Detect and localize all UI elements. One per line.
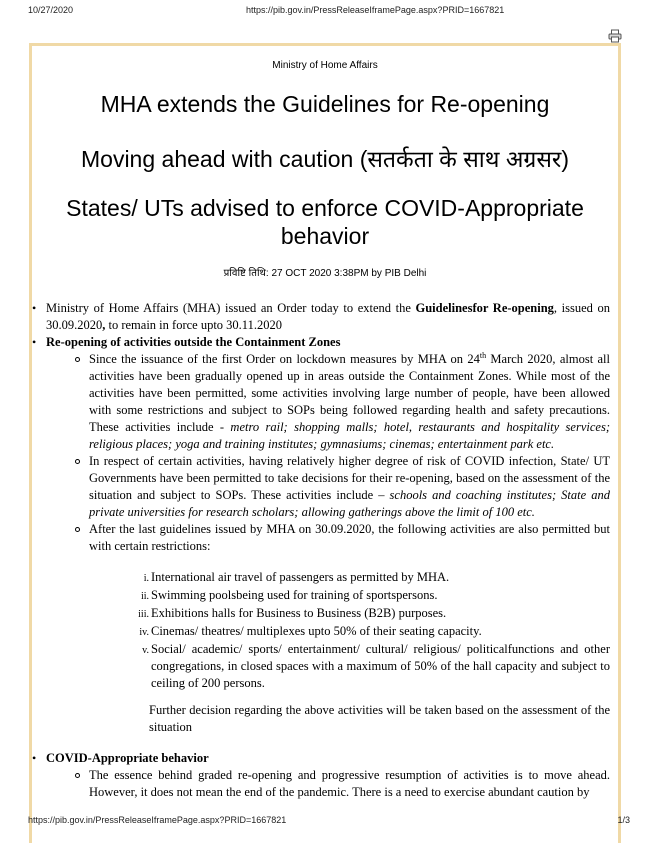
list-item: In respect of certain activities, having relatively higher degree of risk of COVID infection, State/ UT Governments have been permitted to take decisions for their re-opening, based on the assessment of the situation and subject to SOPs. These activities include – schools and coaching institutes; State and private universities for research scholars; allowing gatherings above the limit of 100 etc.	[74, 453, 610, 521]
list-item: After the last guidelines issued by MHA on 30.09.2020, the following activities are also permitted but with certain restrictions: i. International air travel of passengers as permitted by MHA. ii. Swimming poolsbeing used for training of sportspersons. iii. Exhibitions halls for Business to Business (B2B) purposes. iv. Cinemas/ theatres/ multiplexes upto 50% of their seating capacity. v. Social/ academic/ sports/ entertainment/ cultural/ religious/ politicalfunctions and other congregations, in closed spaces with a maximum of 50% of the hall capacity and subject to ceiling of 200 persons. Further decision regarding the above activities will be taken based on the assessment of the situation	[74, 521, 610, 736]
page-title: MHA extends the Guidelines for Re-opening	[100, 91, 550, 117]
restricted-activities-list	[89, 569, 610, 692]
further-decision-note: Further decision regarding the above activities will be taken based on the assessment of the situation	[149, 703, 610, 734]
printer-icon[interactable]	[608, 29, 622, 43]
print-date: 10/27/2020	[28, 5, 74, 15]
section-heading-reopening: • Re-opening of activities outside the Containment Zones Since the issuance of the first Order on lockdown measures by MHA on 24th March 2020, almost all activities have been gradually opened up in areas outside the Containment Zones. While most of the activities have been permitted, some activities involving large number of people, have been allowed with some restrictions and subject to SOPs being followed regarding health and safety precautions. These activities include - metro rail; shopping malls; hotel, restaurants and hospitality services; religious places; yoga and training institutes; gymnasiums; cinemas; entertainment park etc. In respect of certain activities, having relatively higher degree of risk of COVID infection, State/ UT Governments have been permitted to take decisions for their re-opening, based on the assessment of the situation and subject to SOPs. These activities include – schools and coaching institutes; State and private universities for research scholars; allowing gatherings above the limit of 100 etc. After the last guidelines issued by MHA on 30.09.2020, the following activities are also permitted but with certain restrictions: i. International air travel of passengers as permitted by MHA. ii. Swimming poolsbeing used for training of sportspersons. iii. Exhibitions halls for Business to Business (B2B) purposes. iv. Cinemas/ theatres/ multiplexes upto 50% of their seating capacity. v. Social/ academic/ sports/ entertainment/ cultural/ religious/ politicalfunctions and other congregations, in closed spaces with a maximum of 50% of the hall capacity and subject to ceiling of 200 persons. Further decision regarding the above activities will be taken based on the assessment of the situation	[30, 334, 610, 736]
print-header-url: https://pib.gov.in/PressReleaseIframePage.aspx?PRID=1667821	[246, 5, 505, 15]
list-item: iv. Cinemas/ theatres/ multiplexes upto 50% of their seating capacity.	[139, 624, 482, 638]
list-item: • Ministry of Home Affairs (MHA) issued an Order today to extend the Guidelinesfor Re-opening, issued on 30.09.2020, to remain in force upto 30.11.2020	[30, 300, 610, 334]
guidelines-bold: Guidelinesfor Re-opening	[415, 301, 554, 315]
page-number: 1/3	[617, 815, 630, 825]
list-item: v. Social/ academic/ sports/ entertainment/ cultural/ religious/ politicalfunctions and other congregations, in closed spaces with a maximum of 50% of the hall capacity and subject to ceiling of 200 persons.	[142, 642, 610, 690]
page-subtitle: Moving ahead with caution (सतर्कता के साथ अग्रसर)	[81, 146, 569, 172]
posting-dateline: प्रविष्टि तिथि: 27 OCT 2020 3:38PM by PIB Delhi	[223, 268, 427, 279]
ministry-name: Ministry of Home Affairs	[272, 60, 378, 71]
list-item: i. International air travel of passengers as permitted by MHA.	[143, 570, 450, 584]
release-body	[30, 300, 610, 801]
page-subtitle-secondary: States/ UTs advised to enforce COVID-Appropriate behavior	[66, 195, 584, 249]
list-item: ii. Swimming poolsbeing used for training of sportspersons.	[140, 588, 438, 602]
section-heading-covid-behavior: • COVID-Appropriate behavior The essence behind graded re-opening and progressive resumption of activities is to move ahead. However, it does not mean the end of the pandemic. There is a need to exercise abundant caution by	[30, 750, 610, 801]
list-item: Since the issuance of the first Order on lockdown measures by MHA on 24th March 2020, almost all activities have been gradually opened up in areas outside the Containment Zones. While most of the activities have been permitted, some activities involving large number of people, have been allowed with some restrictions and subject to SOPs being followed regarding health and safety precautions. These activities include - metro rail; shopping malls; hotel, restaurants and hospitality services; religious places; yoga and training institutes; gymnasiums; cinemas; entertainment park etc.	[74, 351, 610, 453]
list-item: iii. Exhibitions halls for Business to Business (B2B) purposes.	[138, 606, 447, 620]
print-footer-url: https://pib.gov.in/PressReleaseIframePage.aspx?PRID=1667821	[28, 815, 287, 825]
list-item: The essence behind graded re-opening and progressive resumption of activities is to move ahead. However, it does not mean the end of the pandemic. There is a need to exercise abundant caution by	[74, 767, 610, 801]
